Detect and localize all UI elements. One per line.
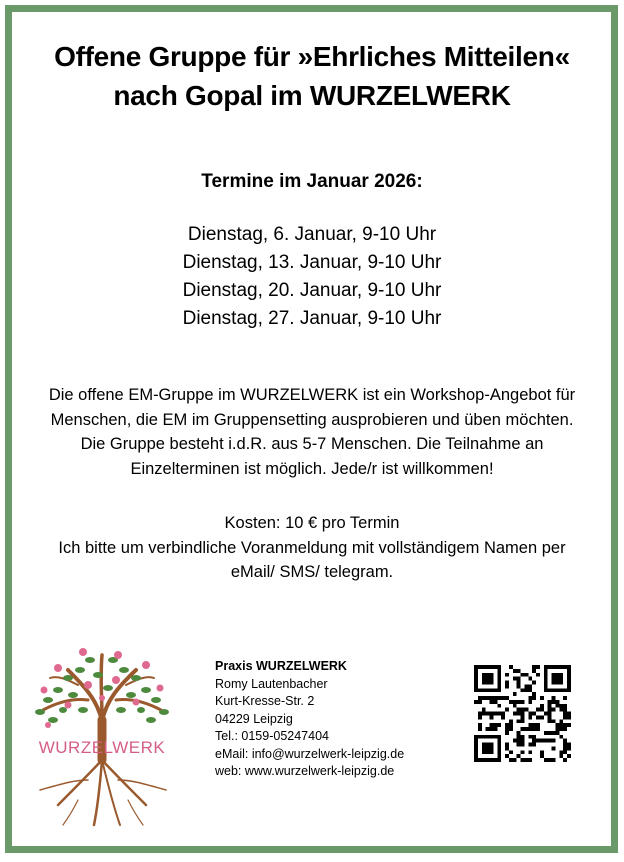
costs-info — [14, 511, 610, 585]
date-item: Dienstag, 13. Januar, 9-10 Uhr — [182, 252, 442, 273]
page-title — [0, 37, 624, 115]
contact-city: 04229 Leipzig — [215, 711, 293, 726]
dates-heading: Termine im Januar 2026: — [201, 171, 423, 192]
description-line: Menschen, die EM im Gruppensetting ausprobieren und üben möchten. — [50, 410, 574, 429]
description-line: Die Gruppe besteht i.d.R. aus 5-7 Menschen. Die Teilnahme an — [80, 435, 544, 453]
qr-code-icon — [474, 665, 571, 762]
costs-line: Kosten: 10 € pro Termin — [224, 514, 400, 532]
title-line-2: nach Gopal im WURZELWERK — [113, 80, 511, 111]
title-line-1: Offene Gruppe für »Ehrliches Mitteilen« — [54, 41, 570, 72]
contact-phone: Tel.: 0159-05247404 — [215, 729, 329, 743]
registration-line: Ich bitte um verbindliche Voranmeldung mit vollständigem Namen per — [58, 538, 566, 557]
description — [14, 383, 610, 481]
date-item: Dienstag, 20. Januar, 9-10 Uhr — [182, 280, 442, 301]
qr-code[interactable] — [474, 665, 571, 762]
date-item: Dienstag, 27. Januar, 9-10 Uhr — [182, 308, 442, 329]
logo-text: WURZELWERK — [38, 738, 166, 757]
dates-list — [0, 221, 624, 333]
wurzelwerk-logo — [28, 640, 176, 832]
contact-block — [215, 658, 404, 781]
contact-street: Kurt-Kresse-Str. 2 — [215, 694, 315, 708]
contact-person: Romy Lautenbacher — [215, 676, 328, 691]
contact-web[interactable]: web: www.wurzelwerk-leipzig.de — [215, 764, 395, 778]
description-line: Einzelterminen ist möglich. Jede/r ist willkommen! — [130, 459, 494, 478]
description-line: Die offene EM-Gruppe im WURZELWERK ist ein Workshop-Angebot für — [48, 386, 576, 404]
contact-email[interactable]: eMail: info@wurzelwerk-leipzig.de — [215, 746, 405, 761]
registration-line: eMail/ SMS/ telegram. — [230, 563, 394, 581]
contact-practice-name: Praxis WURZELWERK — [215, 659, 347, 673]
date-item: Dienstag, 6. Januar, 9-10 Uhr — [187, 224, 437, 245]
tree-icon — [28, 640, 176, 832]
